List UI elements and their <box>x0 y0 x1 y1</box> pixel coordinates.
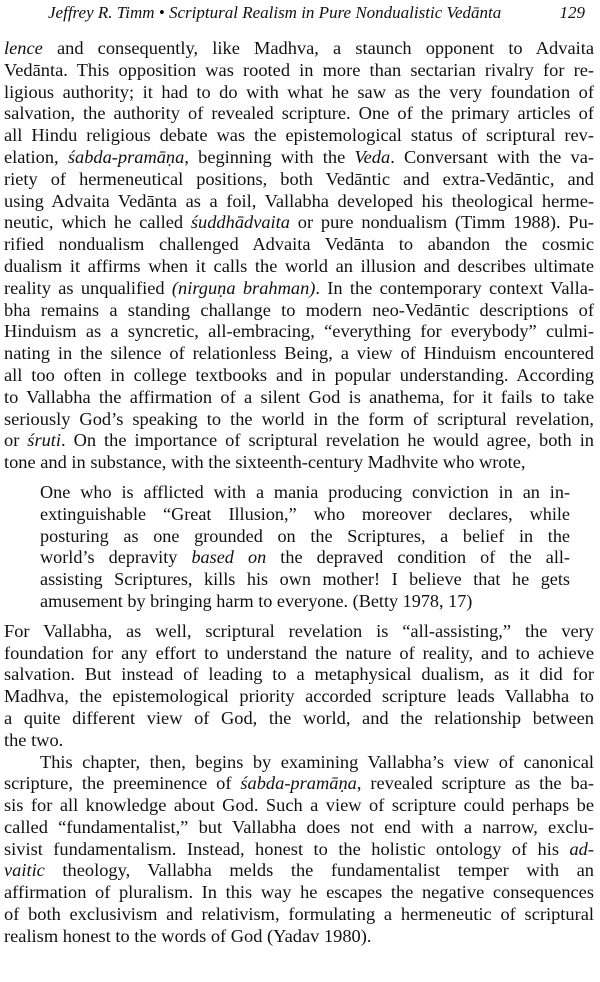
italic-term: śabda-pramāṇa <box>240 773 357 794</box>
text-run: seriously God’s speaking to the world in the form of scriptural revelation, <box>4 408 594 429</box>
text-line <box>4 365 594 387</box>
text-run: Hinduism as a syncretic, all-embracing, “everything for everybody” culmi- <box>4 321 594 342</box>
italic-term: ad- <box>569 838 594 859</box>
text-line <box>4 82 594 104</box>
text-line <box>4 409 594 431</box>
text-run: reality as unqualified <box>4 277 172 298</box>
text-line <box>4 321 594 343</box>
text-line <box>4 686 594 708</box>
text-line <box>4 38 594 60</box>
text-run: amusement by bringing harm to everyone. (Betty 1978, 17) <box>40 590 473 611</box>
text-line <box>4 452 594 474</box>
italic-term: vaitic <box>4 860 45 881</box>
paragraph-1 <box>4 38 594 474</box>
text-line <box>4 926 594 948</box>
text-line <box>40 482 570 504</box>
italic-term: śabda-pramāṇa <box>67 146 185 167</box>
italic-term: śuddhādvaita <box>190 212 290 233</box>
italic-term: śruti <box>27 430 62 451</box>
block-quote <box>40 482 570 613</box>
text-line <box>40 504 570 526</box>
text-run: posturing as one grounded on the Scriptures, a belief in the <box>40 525 570 546</box>
italic-term: (nirguṇa brahman) <box>171 277 316 298</box>
text-run: One who is afflicted with a mania producing conviction in an in- <box>40 481 570 502</box>
text-line <box>4 147 594 169</box>
italic-term: Veda <box>354 146 391 167</box>
text-run: bha remains a standing challange to modern neo-Vedāntic descriptions of <box>4 299 594 320</box>
text-run: extinguishable “Great Illusion,” who moreover declares, while <box>40 503 570 524</box>
text-run: a quite different view of God, the world, and the relationship between <box>4 707 594 728</box>
text-run: the depraved condition of the all- <box>266 547 570 568</box>
text-line <box>40 591 570 613</box>
text-line <box>4 60 594 82</box>
text-run: of both exclusivism and relativism, formulating a hermeneutic of scriptural <box>4 904 594 925</box>
text-run: riety of hermeneutical positions, both Vedāntic and extra-Vedāntic, and <box>4 168 594 189</box>
text-run: affirmation of pluralism. In this way he escapes the negative consequences <box>4 882 594 903</box>
text-run: sivist fundamentalism. Instead, honest to the holistic ontology of his <box>4 838 570 859</box>
text-run: Madhva, the epistemological priority accorded scripture leads Vallabha to <box>4 686 594 707</box>
text-run: or pure nondualism (Timm 1988). Pu- <box>289 212 594 233</box>
text-run: elation, <box>4 146 68 167</box>
text-line <box>4 621 594 643</box>
text-line <box>40 569 570 591</box>
text-line <box>4 730 594 752</box>
text-line <box>4 839 594 861</box>
text-run: nating in the silence of relationless Being, a view of Hinduism encountered <box>4 343 594 364</box>
text-line <box>40 526 570 548</box>
text-line <box>4 773 594 795</box>
text-line <box>4 430 594 452</box>
text-run: . Conversant with the va- <box>390 146 594 167</box>
text-run: ligious authority; it had to do with what he saw as the very foundation of <box>4 81 594 102</box>
text-line <box>4 234 594 256</box>
text-line <box>4 882 594 904</box>
text-run: assisting Scriptures, kills his own mother! I believe that he gets <box>40 569 570 590</box>
text-line <box>4 169 594 191</box>
text-run: world’s depravity <box>40 547 192 568</box>
text-run: , revealed scripture as the ba- <box>356 773 594 794</box>
text-line <box>4 278 594 300</box>
running-head-title: Jeffrey R. Timm • Scriptural Realism in Pure Nondualistic Vedānta <box>48 3 502 22</box>
text-run: called “fundamentalist,” but Vallabha does not end with a narrow, exclu- <box>4 816 594 837</box>
text-run: neutic, which he called <box>4 212 191 233</box>
text-line <box>40 547 570 569</box>
text-line <box>4 643 594 665</box>
text-run: salvation, the authority of revealed scripture. One of the primary articles of <box>4 103 594 124</box>
text-line <box>4 387 594 409</box>
text-run: . On the importance of scriptural revelation he would agree, both in <box>61 430 595 451</box>
text-line <box>4 817 594 839</box>
text-run: This chapter, then, begins by examining Vallabha’s view of canonical <box>40 751 594 772</box>
text-run: For Vallabha, as well, scriptural revelation is “all-assisting,” the very <box>4 620 594 641</box>
italic-term: based on <box>191 547 267 568</box>
page-body <box>4 38 594 948</box>
text-line <box>4 212 594 234</box>
text-run: salvation. But instead of leading to a metaphysical dualism, as it did for <box>4 664 594 685</box>
text-run: or <box>4 430 28 451</box>
text-run: rified nondualism challenged Advaita Vedānta to abandon the cosmic <box>4 234 594 255</box>
text-run: all Hindu religious debate was the epistemological status of scriptural rev- <box>4 125 594 146</box>
text-run: all too often in college textbooks and in popular understanding. According <box>4 364 594 385</box>
text-line <box>4 191 594 213</box>
text-line <box>4 904 594 926</box>
text-line <box>4 125 594 147</box>
text-line <box>4 860 594 882</box>
text-line <box>4 256 594 278</box>
paragraph-3 <box>4 752 594 948</box>
text-run: realism honest to the words of God (Yadav 1980). <box>4 925 372 946</box>
italic-term: lence <box>4 38 43 58</box>
page-number: 129 <box>559 3 585 22</box>
text-run: the two. <box>4 729 64 750</box>
text-run: theology, Vallabha melds the fundamentalist temper with an <box>44 860 594 881</box>
text-run: Vedānta. This opposition was rooted in more than sectarian rivalry for re- <box>4 59 594 80</box>
text-run: sis for all knowledge about God. Such a view of scripture could perhaps be <box>4 795 594 816</box>
text-line <box>4 664 594 686</box>
running-header <box>0 3 600 25</box>
text-run: foundation for any effort to understand the nature of reality, and to achieve <box>4 642 594 663</box>
text-line <box>4 343 594 365</box>
text-run: tone and in substance, with the sixteenth-century Madhvite who wrote, <box>4 452 526 473</box>
text-run: dualism it affirms when it calls the world an illusion and describes ultimate <box>4 255 594 276</box>
text-line <box>4 795 594 817</box>
text-line <box>4 103 594 125</box>
text-run: , beginning with the <box>184 146 355 167</box>
text-run: scripture, the preeminence of <box>4 773 241 794</box>
text-run: . In the contemporary context Valla- <box>315 277 594 298</box>
text-run: using Advaita Vedānta as a foil, Vallabha developed his theological herme- <box>4 190 594 211</box>
text-run: to Vallabha the affirmation of a silent God is anathema, for it fails to take <box>4 386 594 407</box>
text-line <box>4 300 594 322</box>
text-line <box>4 752 594 774</box>
text-run: and consequently, like Madhva, a staunch opponent to Advaita <box>42 38 594 58</box>
text-line <box>4 708 594 730</box>
paragraph-2 <box>4 621 594 752</box>
